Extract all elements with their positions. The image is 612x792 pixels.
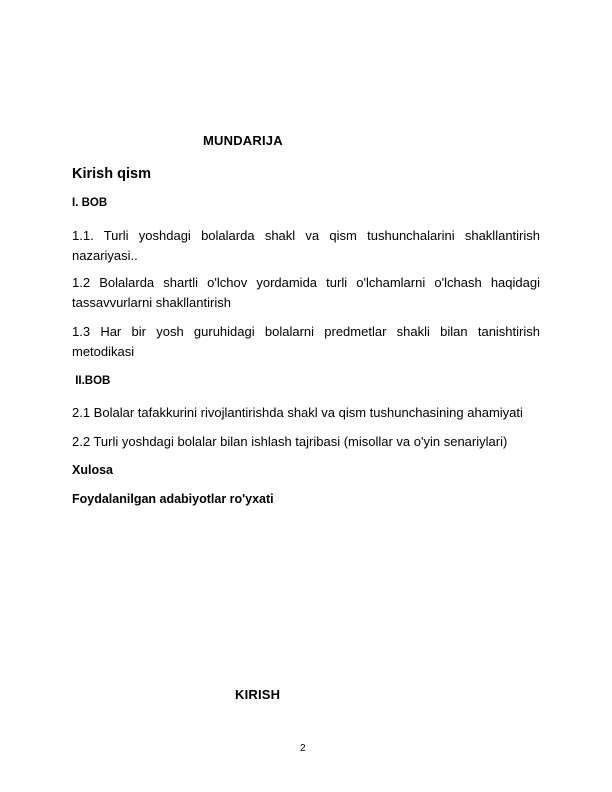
toc-item-2-2: 2.2 Turli yoshdagi bolalar bilan ishlash tajribasi (misollar va o'yin senariylari): [72, 434, 508, 449]
toc-title: MUNDARIJA: [203, 133, 283, 148]
toc-item-1-1: 1.1. Turli yoshdagi bolalarda shakl va qism tushunchalarini shakllantirish nazariyasi..: [72, 228, 540, 263]
toc-references: Foydalanilgan adabiyotlar ro'yxati: [72, 492, 274, 506]
chapter-1-label: I. BOB: [72, 197, 108, 209]
toc-item-2-1: 2.1 Bolalar tafakkurini rivojlantirishda shakl va qism tushunchasining ahamiyati: [72, 405, 523, 420]
toc-item-1-3: 1.3 Har bir yosh guruhidagi bolalarni predmetlar shakli bilan tanishtirish metodikasi: [72, 324, 540, 359]
toc-intro: Kirish qism: [72, 166, 151, 182]
chapter-2-label: II.BOB: [72, 375, 111, 387]
toc-conclusion: Xulosa: [72, 463, 113, 477]
section-title-kirish: KIRISH: [235, 687, 281, 702]
page-number: 2: [300, 743, 306, 754]
toc-item-1-2: 1.2 Bolalarda shartli o'lchov yordamida turli o'lchamlarni o'lchash haqidagi tassavvurlarni shakllantirish: [72, 275, 540, 310]
